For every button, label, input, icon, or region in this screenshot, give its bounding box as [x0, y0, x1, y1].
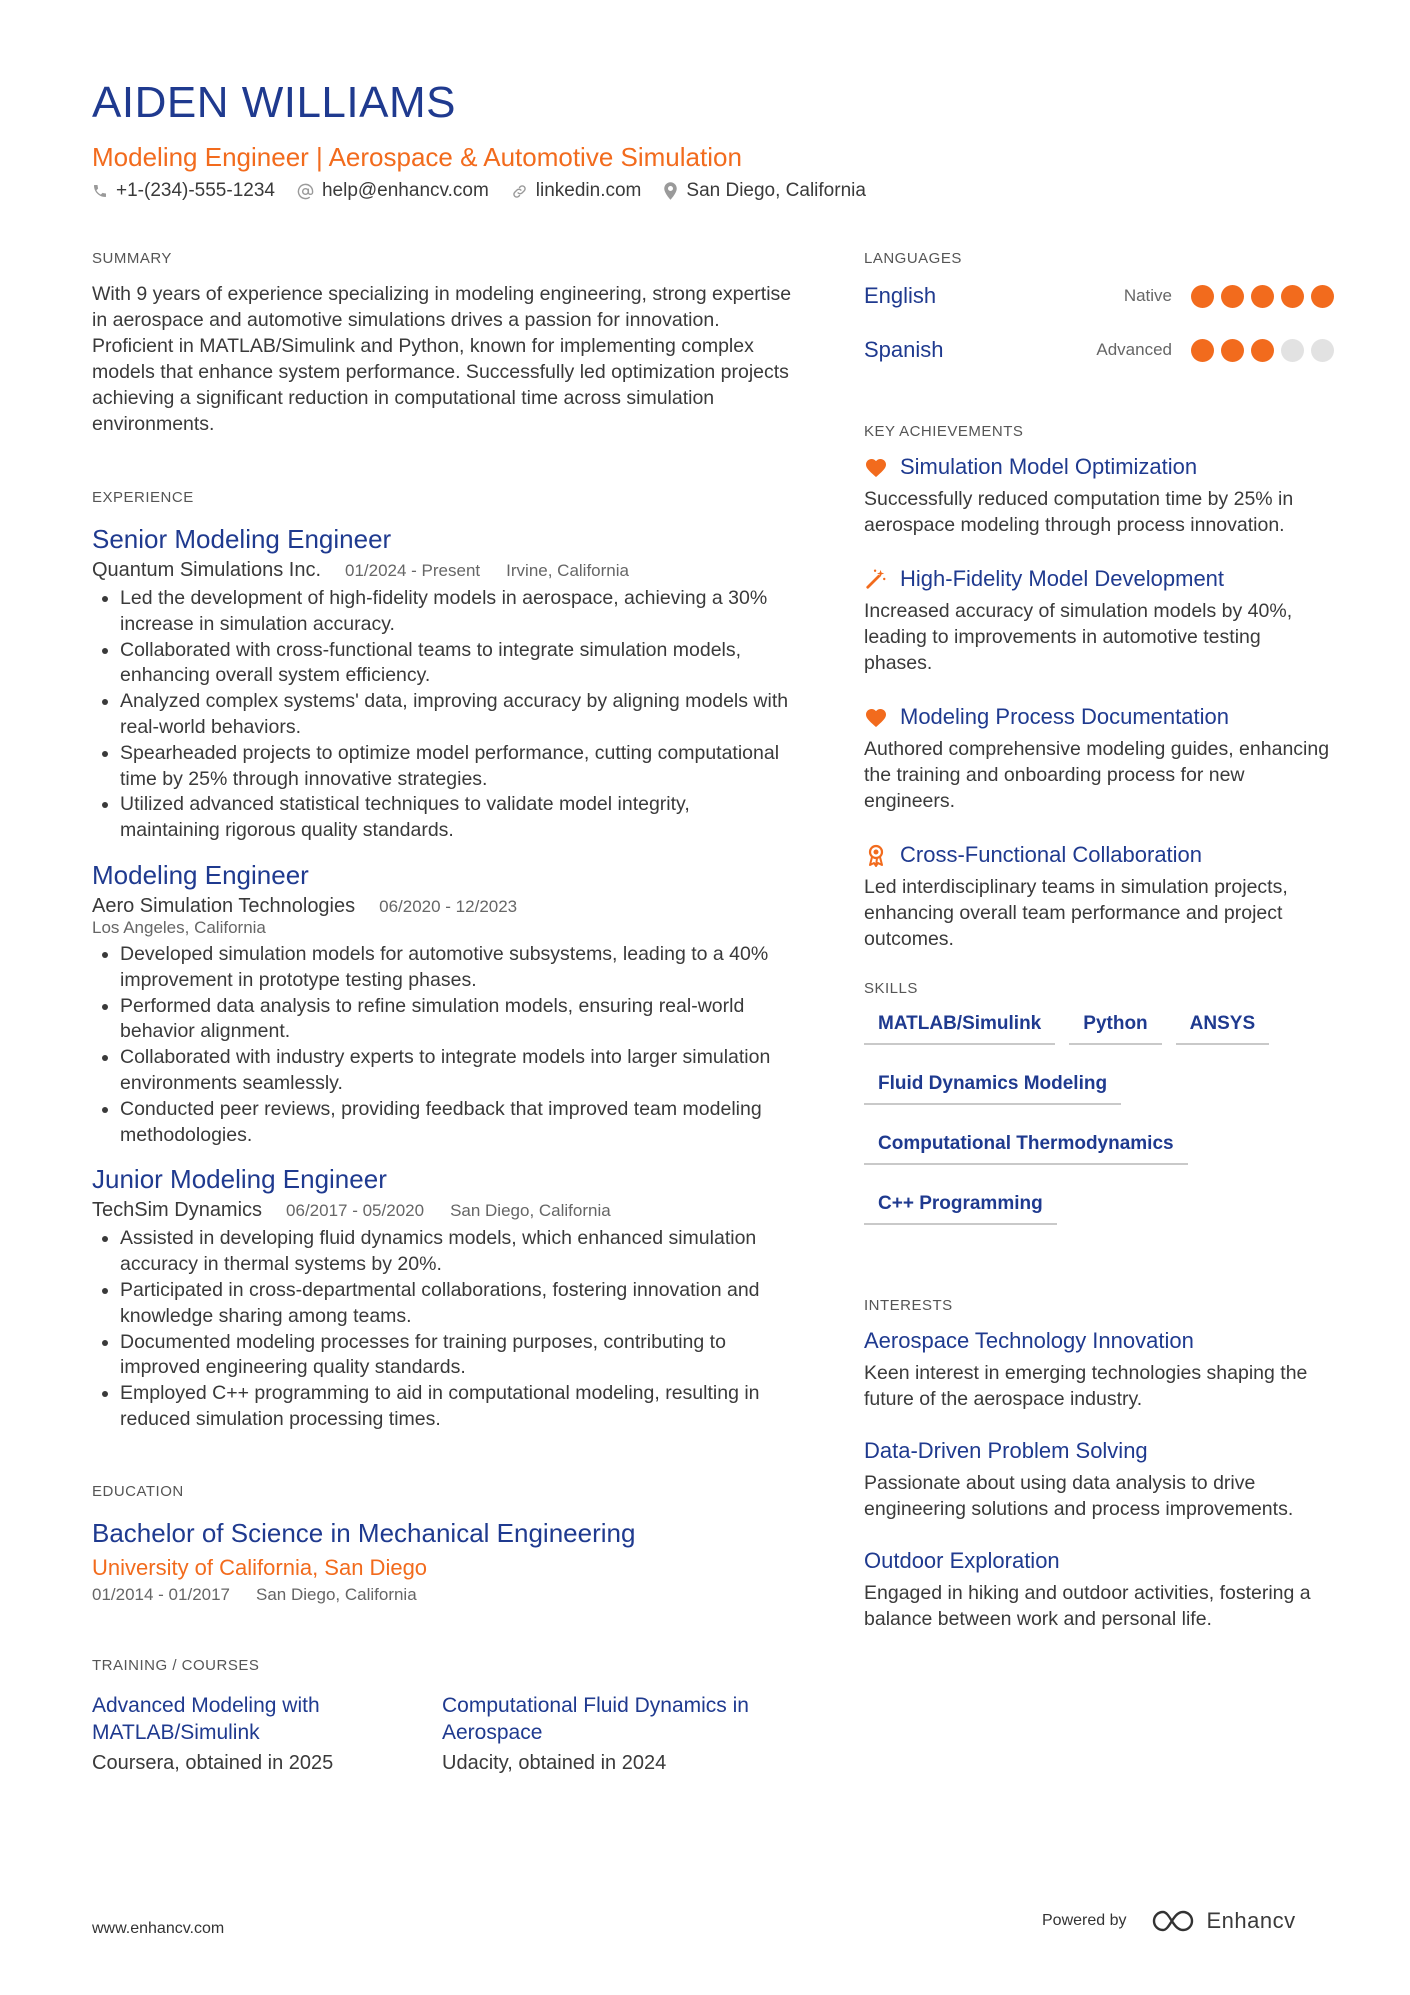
language-row	[864, 323, 1334, 377]
right-column	[864, 250, 1334, 1658]
language-rating	[1184, 285, 1334, 308]
achievement-title: Cross-Functional Collaboration	[900, 842, 1203, 867]
rating-dot	[1191, 285, 1214, 308]
footer-brand[interactable]	[1042, 1908, 1296, 1934]
job-bullet: • Participated in cross-departmental collaborations, fostering innovation and knowledge sharing among teams.	[120, 1278, 792, 1330]
skill-tag: Python	[1069, 1007, 1161, 1045]
experience-section	[92, 489, 792, 1433]
training-title: TRAINING / COURSES	[92, 1656, 260, 1674]
interest-text: Keen interest in emerging technologies shaping the future of the aerospace industry.	[864, 1362, 1308, 1410]
candidate-name: AIDEN WILLIAMS	[92, 78, 456, 127]
rating-dot	[1311, 339, 1334, 362]
skill-tag: C++ Programming	[864, 1187, 1057, 1225]
job-bullets	[92, 586, 792, 844]
job-meta	[92, 895, 792, 918]
languages-section	[864, 250, 1334, 377]
course-list	[92, 1692, 792, 1775]
job-entry	[92, 1164, 792, 1432]
achievement-text: Increased accuracy of simulation models by 40%, leading to improvements in automotive testing phases.	[864, 600, 1293, 674]
enhancv-logo-icon	[1151, 1908, 1199, 1934]
achievement-text: Successfully reduced computation time by 25% in aerospace modeling through process innovation.	[864, 488, 1294, 536]
achievements-section	[864, 423, 1334, 952]
interests-section	[864, 1297, 1334, 1632]
job-bullet: • Collaborated with industry experts to integrate models into larger simulation environments seamlessly.	[120, 1045, 792, 1097]
course-item	[92, 1692, 442, 1775]
skill-tag: ANSYS	[1176, 1007, 1269, 1045]
language-level: Advanced	[1096, 340, 1172, 359]
job-bullets	[92, 942, 792, 1148]
rating-dot	[1311, 285, 1334, 308]
job-meta	[92, 1199, 792, 1222]
achievement-header	[864, 842, 1334, 868]
achievement-text: Authored comprehensive modeling guides, enhancing the training and onboarding process for new engineers.	[864, 738, 1330, 812]
education-degree: Bachelor of Science in Mechanical Engineering	[92, 1517, 636, 1548]
heart-icon	[864, 456, 888, 478]
course-title: Advanced Modeling with MATLAB/Simulink	[92, 1693, 320, 1744]
brand-name: Enhancv	[1206, 1908, 1296, 1933]
languages-title: LANGUAGES	[864, 250, 962, 267]
link-icon	[511, 183, 528, 200]
rating-dot	[1251, 339, 1274, 362]
course-provider: Coursera, obtained in 2025	[92, 1751, 334, 1774]
job-entry	[92, 524, 792, 844]
achievement-header	[864, 704, 1334, 730]
education-section	[92, 1483, 792, 1605]
magic-wand-icon	[864, 568, 888, 590]
contact-bar	[92, 180, 888, 202]
heart-icon	[864, 706, 888, 728]
rating-dot	[1281, 285, 1304, 308]
achievement-title: High-Fidelity Model Development	[900, 566, 1225, 591]
job-bullet: • Assisted in developing fluid dynamics models, which enhanced simulation accuracy in thermal systems by 20%.	[120, 1226, 792, 1278]
job-dates: 01/2024 - Present	[345, 561, 481, 580]
language-rating	[1184, 339, 1334, 362]
achievement-header	[864, 454, 1334, 480]
skills-title: SKILLS	[864, 980, 918, 997]
award-ribbon-icon	[864, 843, 888, 867]
job-dates: 06/2020 - 12/2023	[379, 896, 518, 916]
contact-email[interactable]	[297, 180, 489, 202]
rating-dot	[1251, 285, 1274, 308]
job-location: San Diego, California	[450, 1201, 611, 1221]
rating-dot	[1191, 339, 1214, 362]
job-bullet: • Analyzed complex systems' data, improving accuracy by aligning models with real-world behaviors.	[120, 689, 792, 741]
left-column	[92, 250, 792, 1775]
skill-list	[864, 1007, 1334, 1247]
interest-title: Outdoor Exploration	[864, 1548, 1060, 1573]
skill-tag: Fluid Dynamics Modeling	[864, 1067, 1121, 1105]
contact-linkedin[interactable]	[511, 180, 642, 202]
job-entry	[92, 860, 792, 1148]
job-location: Irvine, California	[506, 561, 629, 580]
interest-item	[864, 1438, 1334, 1522]
job-title: Modeling Engineer	[92, 859, 309, 890]
summary-section	[92, 250, 792, 437]
job-bullet: • Spearheaded projects to optimize model performance, cutting computational time by 25% through innovative strategies.	[120, 741, 792, 793]
course-title: Computational Fluid Dynamics in Aerospace	[442, 1693, 749, 1744]
summary-text: With 9 years of experience specializing in modeling engineering, strong expertise in aerospace and automotive simulations drives a passion for innovation. Proficient in MATLAB/Simulink and Python, known for implementing complex models that enhance system performance. Successfully led optimization projects achieving a significant reduction in computational time across simulation environments.	[92, 283, 792, 435]
rating-dot	[1221, 339, 1244, 362]
contact-phone	[92, 180, 275, 202]
education-school: University of California, San Diego	[92, 1554, 428, 1580]
location-text: San Diego, California	[686, 180, 866, 201]
education-location: San Diego, California	[256, 1584, 417, 1604]
skill-tag: Computational Thermodynamics	[864, 1127, 1188, 1165]
experience-title: EXPERIENCE	[92, 489, 194, 506]
interest-title: Data-Driven Problem Solving	[864, 1438, 1148, 1463]
language-level: Native	[1123, 286, 1172, 305]
job-bullet: • Led the development of high-fidelity models in aerospace, achieving a 30% increase in simulation accuracy.	[120, 586, 792, 638]
phone-icon	[92, 183, 108, 199]
achievement-title: Modeling Process Documentation	[900, 704, 1229, 729]
contact-location	[663, 180, 866, 202]
job-bullet: • Collaborated with cross-functional teams to integrate simulation models, enhancing overall system efficiency.	[120, 638, 792, 690]
education-dates: 01/2014 - 01/2017	[92, 1584, 231, 1604]
interest-item	[864, 1548, 1334, 1632]
linkedin-link[interactable]: linkedin.com	[535, 180, 642, 201]
achievement-item	[864, 566, 1334, 676]
skills-section	[864, 980, 1334, 1247]
rating-dot	[1281, 339, 1304, 362]
candidate-subtitle: Modeling Engineer | Aerospace & Automotive Simulation	[92, 142, 742, 172]
job-location: Los Angeles, California	[92, 917, 266, 937]
education-title: EDUCATION	[92, 1482, 184, 1500]
achievement-item	[864, 704, 1334, 814]
training-section	[92, 1657, 792, 1775]
phone-text: +1-(234)-555-1234	[116, 180, 275, 201]
job-bullet: • Utilized advanced statistical techniques to validate model integrity, maintaining rigorous quality standards.	[120, 792, 792, 844]
interest-item	[864, 1328, 1334, 1412]
job-bullet: • Developed simulation models for automotive subsystems, leading to a 40% improvement in prototype testing phases.	[120, 942, 792, 994]
rating-dot	[1221, 285, 1244, 308]
job-bullet: • Performed data analysis to refine simulation models, ensuring real-world behavior alignment.	[120, 994, 792, 1046]
job-company: Aero Simulation Technologies	[92, 894, 356, 917]
footer-url[interactable]: www.enhancv.com	[92, 1920, 225, 1937]
achievement-header	[864, 566, 1334, 592]
skill-tag: MATLAB/Simulink	[864, 1007, 1055, 1045]
job-bullet: • Employed C++ programming to aid in computational modeling, resulting in reduced simulation processing times.	[120, 1381, 792, 1433]
language-row	[864, 269, 1334, 323]
interest-text: Passionate about using data analysis to drive engineering solutions and process improvements.	[864, 1472, 1294, 1520]
interest-title: Aerospace Technology Innovation	[864, 1328, 1194, 1353]
interest-text: Engaged in hiking and outdoor activities, fostering a balance between work and personal life.	[864, 1582, 1311, 1630]
job-bullets	[92, 1226, 792, 1432]
at-sign-icon	[297, 183, 314, 200]
job-bullet: • Documented modeling processes for training purposes, contributing to improved engineering quality standards.	[120, 1330, 792, 1382]
achievement-item	[864, 842, 1334, 952]
education-meta	[92, 1585, 792, 1605]
course-item	[442, 1692, 792, 1775]
job-dates: 06/2017 - 05/2020	[286, 1201, 425, 1221]
course-provider: Udacity, obtained in 2024	[442, 1751, 667, 1774]
job-bullet: • Conducted peer reviews, providing feedback that improved team modeling methodologies.	[120, 1097, 792, 1149]
job-company: Quantum Simulations Inc.	[92, 559, 321, 581]
achievement-text: Led interdisciplinary teams in simulation projects, enhancing overall team performance and project outcomes.	[864, 876, 1288, 950]
language-name: Spanish	[864, 337, 944, 362]
job-title: Senior Modeling Engineer	[92, 524, 392, 554]
summary-title: SUMMARY	[92, 250, 172, 267]
job-title: Junior Modeling Engineer	[92, 1164, 387, 1195]
job-meta	[92, 559, 792, 582]
interests-title: INTERESTS	[864, 1297, 953, 1314]
job-company: TechSim Dynamics	[92, 1199, 263, 1222]
language-name: English	[864, 283, 937, 308]
email-link[interactable]: help@enhancv.com	[321, 180, 489, 201]
achievement-title: Simulation Model Optimization	[900, 454, 1198, 479]
location-pin-icon	[663, 182, 678, 200]
powered-by-text: Powered by	[1042, 1912, 1127, 1929]
achievement-item	[864, 454, 1334, 538]
achievements-title: KEY ACHIEVEMENTS	[864, 423, 1024, 440]
